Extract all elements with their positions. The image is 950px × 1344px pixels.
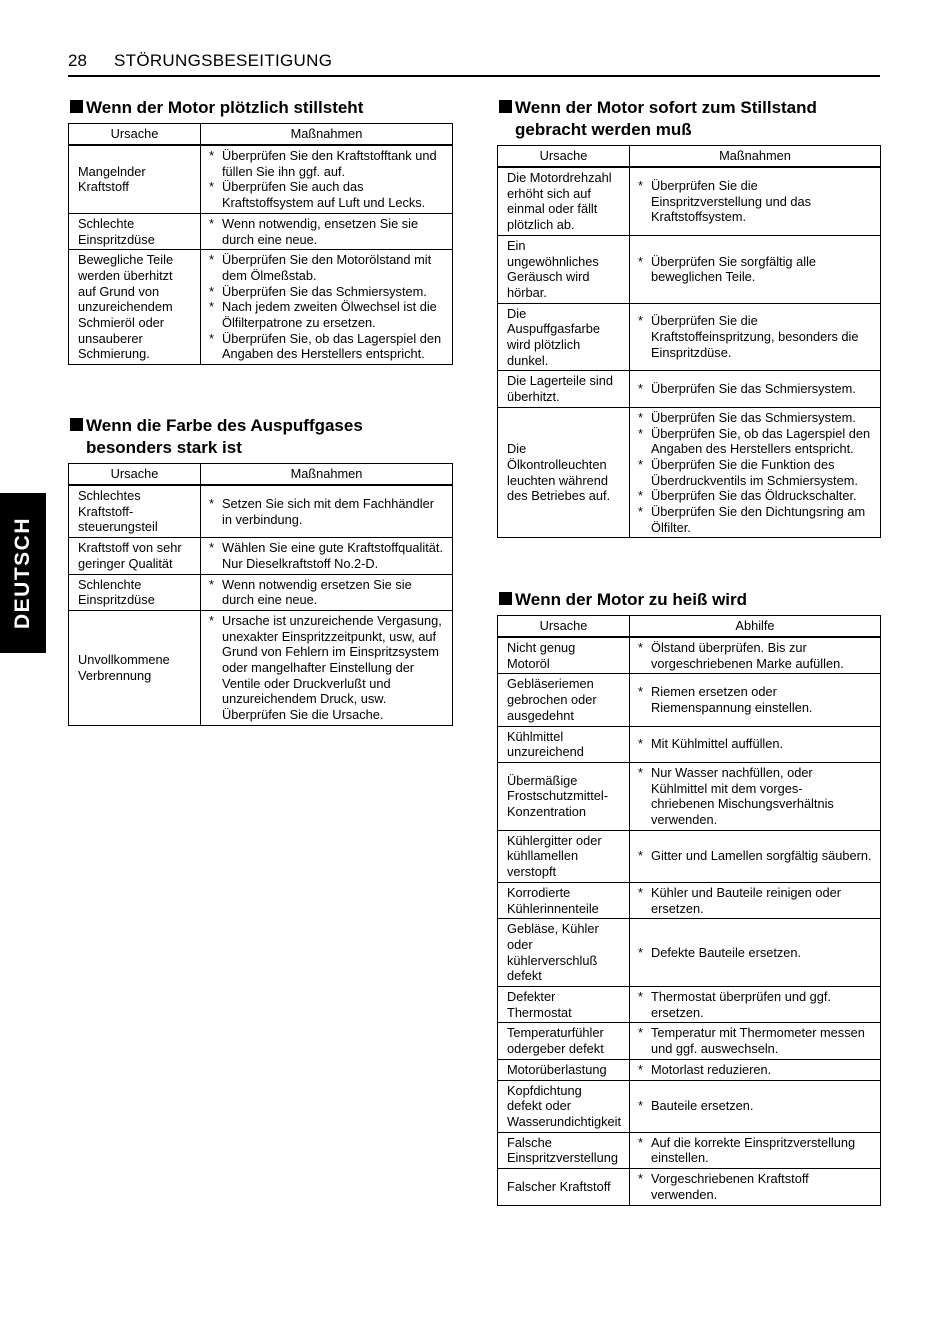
action-list bbox=[638, 381, 872, 397]
table-row bbox=[498, 407, 881, 538]
action-list bbox=[638, 765, 872, 828]
action-cell bbox=[630, 303, 881, 371]
section-title-line: Wenn der Motor zu heiß wird bbox=[515, 590, 748, 609]
section-title bbox=[68, 415, 453, 459]
action-list bbox=[638, 1062, 872, 1078]
cause-text: Schlenchte Einspritzdüse bbox=[78, 576, 155, 608]
action-cell bbox=[630, 762, 881, 830]
cause-text: Temperaturfühler odergeber defekt bbox=[507, 1025, 604, 1057]
action-cell bbox=[630, 987, 881, 1023]
action-list bbox=[638, 640, 872, 671]
table-row bbox=[498, 1132, 881, 1168]
header-cause: Ursache bbox=[498, 146, 630, 168]
action-list bbox=[209, 577, 444, 608]
table-row bbox=[498, 882, 881, 918]
action-item: * Auf die korrekte Einspritzverstellung einstellen. bbox=[638, 1135, 872, 1166]
cause-cell bbox=[498, 303, 630, 371]
table-row bbox=[498, 726, 881, 762]
action-item: * Überprüfen Sie, ob das Lagerspiel den Angaben des Herstellers entspricht. bbox=[209, 331, 444, 362]
action-item: * Gitter und Lamellen sorgfältig säubern. bbox=[638, 848, 872, 864]
table-header-row bbox=[69, 124, 453, 146]
action-cell bbox=[630, 1023, 881, 1059]
action-item: * Überprüfen Sie das Schmiersystem. bbox=[209, 284, 444, 300]
action-item: * Nur Wasser nachfüllen, oder Kühlmittel mit dem vorges- chriebenen Mischungsverhältnis verwenden. bbox=[638, 765, 872, 828]
action-cell bbox=[630, 1169, 881, 1205]
cause-cell bbox=[498, 726, 630, 762]
cause-text: Kühlergitter oder kühllamellen verstopft bbox=[507, 832, 602, 880]
cause-cell bbox=[69, 610, 201, 725]
cause-text: Gebläseriemen gebrochen oder ausgedehnt bbox=[507, 676, 597, 723]
cause-text: Falsche Einspritzverstellung bbox=[507, 1134, 618, 1166]
table-row bbox=[498, 1059, 881, 1080]
cause-text: Schlechtes Kraftstoff- steuerungsteil bbox=[78, 488, 158, 535]
cause-text: Ein ungewöhnliches Geräusch wird hörbar. bbox=[507, 237, 599, 300]
cause-cell bbox=[498, 1059, 630, 1080]
action-item: * Nach jedem zweiten Ölwechsel ist die Ölfilterpatrone zu ersetzen. bbox=[209, 299, 444, 330]
action-cell bbox=[630, 919, 881, 987]
table-row bbox=[498, 987, 881, 1023]
troubleshooting-table bbox=[68, 123, 453, 365]
black-square-bullet-icon bbox=[70, 418, 83, 431]
action-list bbox=[638, 410, 872, 536]
action-item: * Mit Kühlmittel auffüllen. bbox=[638, 736, 872, 752]
header-cause: Ursache bbox=[498, 616, 630, 638]
action-list bbox=[638, 848, 872, 864]
action-cell bbox=[630, 371, 881, 407]
cause-cell bbox=[69, 574, 201, 610]
action-list bbox=[209, 540, 444, 571]
action-item: * Überprüfen Sie das Schmiersystem. bbox=[638, 410, 872, 426]
action-item: * Thermostat überprüfen und ggf. ersetzen. bbox=[638, 989, 872, 1020]
action-item: * Vorgeschriebenen Kraftstoff verwenden. bbox=[638, 1171, 872, 1202]
action-item: * Überprüfen Sie, ob das Lagerspiel den Angaben des Herstellers entspricht. bbox=[638, 426, 872, 457]
cause-cell bbox=[498, 762, 630, 830]
action-list bbox=[638, 989, 872, 1020]
cause-cell bbox=[69, 213, 201, 249]
black-square-bullet-icon bbox=[499, 592, 512, 605]
cause-cell bbox=[69, 485, 201, 538]
action-cell bbox=[201, 538, 453, 574]
table-row bbox=[498, 1169, 881, 1205]
cause-cell bbox=[498, 1023, 630, 1059]
table-row bbox=[69, 250, 453, 365]
table-header-row bbox=[69, 464, 453, 486]
action-item: * Temperatur mit Thermometer messen und ggf. auswechseln. bbox=[638, 1025, 872, 1056]
action-cell bbox=[201, 485, 453, 538]
cause-text: Kraftstoff von sehr geringer Qualität bbox=[78, 540, 182, 571]
cause-cell bbox=[498, 674, 630, 726]
cause-cell bbox=[498, 235, 630, 303]
table-row bbox=[69, 538, 453, 574]
cause-cell bbox=[498, 987, 630, 1023]
section-motor-stops bbox=[68, 97, 453, 365]
action-cell bbox=[630, 726, 881, 762]
table-row bbox=[498, 919, 881, 987]
cause-text: Die Auspuffgasfarbe wird plötzlich dunkel. bbox=[507, 305, 600, 368]
action-item: * Überprüfen Sie den Kraftstofftank und füllen Sie ihn ggf. auf. bbox=[209, 148, 444, 179]
section-title-line: besonders stark ist bbox=[86, 438, 242, 457]
language-label: DEUTSCH bbox=[11, 516, 34, 630]
header-cause: Ursache bbox=[69, 124, 201, 146]
cause-cell bbox=[498, 1169, 630, 1205]
header-action: Maßnahmen bbox=[201, 124, 453, 146]
action-cell bbox=[201, 250, 453, 365]
cause-text: Schlechte Einspritzdüse bbox=[78, 215, 155, 247]
table-row bbox=[498, 235, 881, 303]
table-header-row bbox=[498, 146, 881, 168]
cause-text: Nicht genug Motoröl bbox=[507, 640, 576, 671]
cause-cell bbox=[498, 1132, 630, 1168]
cause-cell bbox=[498, 407, 630, 538]
action-list bbox=[638, 736, 872, 752]
table-row bbox=[498, 674, 881, 726]
section-exhaust-color bbox=[68, 415, 453, 726]
action-item: * Überprüfen Sie den Dichtungsring am Ölfilter. bbox=[638, 504, 872, 535]
action-item: * Bauteile ersetzen. bbox=[638, 1098, 872, 1114]
cause-cell bbox=[498, 919, 630, 987]
table-row bbox=[498, 167, 881, 235]
page-title: STÖRUNGSBESEITIGUNG bbox=[114, 51, 333, 70]
action-list bbox=[209, 613, 444, 723]
cause-text: Gebläse, Kühler oder kühlerverschluß defekt bbox=[507, 921, 599, 984]
cause-text: Übermäßige Frostschutzmittel- Konzentration bbox=[507, 772, 608, 820]
action-cell bbox=[630, 167, 881, 235]
table-row bbox=[69, 145, 453, 213]
table-row bbox=[498, 1080, 881, 1132]
section-title bbox=[68, 97, 453, 119]
action-cell bbox=[201, 213, 453, 249]
table-row bbox=[69, 213, 453, 249]
action-list bbox=[638, 1135, 872, 1166]
action-list bbox=[209, 216, 444, 247]
table-row bbox=[498, 637, 881, 674]
cause-text: Die Ölkontrolleuchten leuchten während des Betriebes auf. bbox=[507, 441, 611, 504]
section-title-line: Wenn der Motor plötzlich stillsteht bbox=[86, 98, 364, 117]
action-cell bbox=[630, 674, 881, 726]
cause-text: Motorüberlastung bbox=[507, 1061, 607, 1077]
action-item: * Kühler und Bauteile reinigen oder ersetzen. bbox=[638, 885, 872, 916]
cause-cell bbox=[498, 637, 630, 674]
troubleshooting-table bbox=[68, 463, 453, 726]
table-row bbox=[69, 485, 453, 538]
table-row bbox=[498, 762, 881, 830]
section-overheating bbox=[497, 589, 881, 1206]
action-list bbox=[638, 1098, 872, 1114]
action-item: * Überprüfen Sie die Kraftstoffeinspritzung, besonders die Einspritzdüse. bbox=[638, 313, 872, 360]
cause-cell bbox=[498, 830, 630, 882]
troubleshooting-table bbox=[497, 615, 881, 1206]
action-item: * Überprüfen Sie die Funktion des Überdruckventils im Schmiersystem. bbox=[638, 457, 872, 488]
action-list bbox=[638, 313, 872, 360]
action-cell bbox=[630, 830, 881, 882]
cause-text: Mangelnder Kraftstoff bbox=[78, 163, 146, 195]
action-list bbox=[638, 254, 872, 285]
action-cell bbox=[630, 1080, 881, 1132]
header-cause: Ursache bbox=[69, 464, 201, 486]
action-list bbox=[638, 945, 872, 961]
cause-text: Bewegliche Teile werden überhitzt auf Grund von unzureichendem Schmieröl oder unsauberer Schmierung. bbox=[78, 252, 174, 362]
table-row bbox=[69, 610, 453, 725]
action-cell bbox=[630, 1132, 881, 1168]
table-row bbox=[498, 371, 881, 407]
cause-cell bbox=[69, 538, 201, 574]
section-title-line: gebracht werden muß bbox=[515, 120, 692, 139]
cause-text: Die Lagerteile sind überhitzt. bbox=[507, 373, 613, 405]
action-cell bbox=[201, 145, 453, 213]
black-square-bullet-icon bbox=[499, 100, 512, 113]
action-item: * Überprüfen Sie den Motorölstand mit dem Ölmeßstab. bbox=[209, 252, 444, 283]
cause-text: Korrodierte Kühlerinnenteile bbox=[507, 884, 599, 916]
action-cell bbox=[630, 882, 881, 918]
cause-text: Falscher Kraftstoff bbox=[507, 1178, 611, 1194]
cause-cell bbox=[498, 882, 630, 918]
action-item: * Riemen ersetzen oder Riemenspannung einstellen. bbox=[638, 684, 872, 715]
action-cell bbox=[630, 235, 881, 303]
action-cell bbox=[201, 610, 453, 725]
action-cell bbox=[201, 574, 453, 610]
cause-cell bbox=[69, 250, 201, 365]
action-item: * Ursache ist unzureichende Vergasung, unexakter Einspritzzeitpunkt, usw, auf Grund von Fehlern im Einspritzsystem oder mangelhafter Einstellung der Ventile oder Druckverlußt und unzureichendem Druck, usw. Überprüfen Sie die Ursache. bbox=[209, 613, 444, 723]
action-item: * Überprüfen Sie das Schmiersystem. bbox=[638, 381, 872, 397]
cause-text: Kopfdichtung defekt oder Wasserundichtigkeit bbox=[507, 1082, 622, 1129]
action-item: * Überprüfen Sie sorgfältig alle beweglichen Teile. bbox=[638, 254, 872, 285]
action-item: * Überprüfen Sie die Einspritzverstellung und das Kraftstoffsystem. bbox=[638, 178, 872, 225]
page-number: 28 bbox=[68, 51, 87, 70]
header-action: Abhilfe bbox=[630, 616, 881, 638]
cause-text: Unvollkommene Verbrennung bbox=[78, 652, 170, 683]
table-row bbox=[498, 303, 881, 371]
action-cell bbox=[630, 407, 881, 538]
action-list bbox=[638, 885, 872, 916]
header-action: Maßnahmen bbox=[630, 146, 881, 168]
cause-cell bbox=[69, 145, 201, 213]
table-row bbox=[498, 830, 881, 882]
troubleshooting-table bbox=[497, 145, 881, 538]
action-item: * Wählen Sie eine gute Kraftstoffqualität. Nur Dieselkraftstoff No.2-D. bbox=[209, 540, 444, 571]
section-title bbox=[497, 97, 881, 141]
table-row bbox=[498, 1023, 881, 1059]
action-list bbox=[209, 252, 444, 362]
action-list bbox=[638, 1025, 872, 1056]
cause-text: Kühlmittel unzureichend bbox=[507, 728, 584, 760]
action-item: * Wenn notwendig ersetzen Sie sie durch eine neue. bbox=[209, 577, 444, 608]
action-list bbox=[638, 684, 872, 715]
cause-text: Defekter Thermostat bbox=[507, 989, 572, 1020]
black-square-bullet-icon bbox=[70, 100, 83, 113]
section-title-line: Wenn die Farbe des Auspuffgases bbox=[86, 416, 363, 435]
action-list bbox=[638, 1171, 872, 1202]
table-row bbox=[69, 574, 453, 610]
action-item: * Überprüfen Sie das Öldruckschalter. bbox=[638, 488, 872, 504]
cause-cell bbox=[498, 1080, 630, 1132]
action-cell bbox=[630, 1059, 881, 1080]
action-list bbox=[209, 148, 444, 211]
action-item: * Defekte Bauteile ersetzen. bbox=[638, 945, 872, 961]
section-title-line: Wenn der Motor sofort zum Stillstand bbox=[515, 98, 817, 117]
section-title bbox=[497, 589, 881, 611]
action-list bbox=[209, 496, 444, 527]
section-emergency-stop bbox=[497, 97, 881, 538]
cause-text: Die Motordrehzahl erhöht sich auf einmal oder fällt plötzlich ab. bbox=[507, 170, 612, 233]
action-list bbox=[638, 178, 872, 225]
header-action: Maßnahmen bbox=[201, 464, 453, 486]
action-cell bbox=[630, 637, 881, 674]
action-item: * Wenn notwendig, ensetzen Sie sie durch eine neue. bbox=[209, 216, 444, 247]
page-header bbox=[68, 48, 880, 77]
action-item: * Setzen Sie sich mit dem Fachhändler in verbindung. bbox=[209, 496, 444, 527]
action-item: * Überprüfen Sie auch das Kraftstoffsystem auf Luft und Lecks. bbox=[209, 179, 444, 210]
language-side-tab bbox=[0, 493, 46, 653]
action-item: * Motorlast reduzieren. bbox=[638, 1062, 872, 1078]
table-header-row bbox=[498, 616, 881, 638]
cause-cell bbox=[498, 371, 630, 407]
cause-cell bbox=[498, 167, 630, 235]
action-item: * Ölstand überprüfen. Bis zur vorgeschriebenen Marke aufüllen. bbox=[638, 640, 872, 671]
